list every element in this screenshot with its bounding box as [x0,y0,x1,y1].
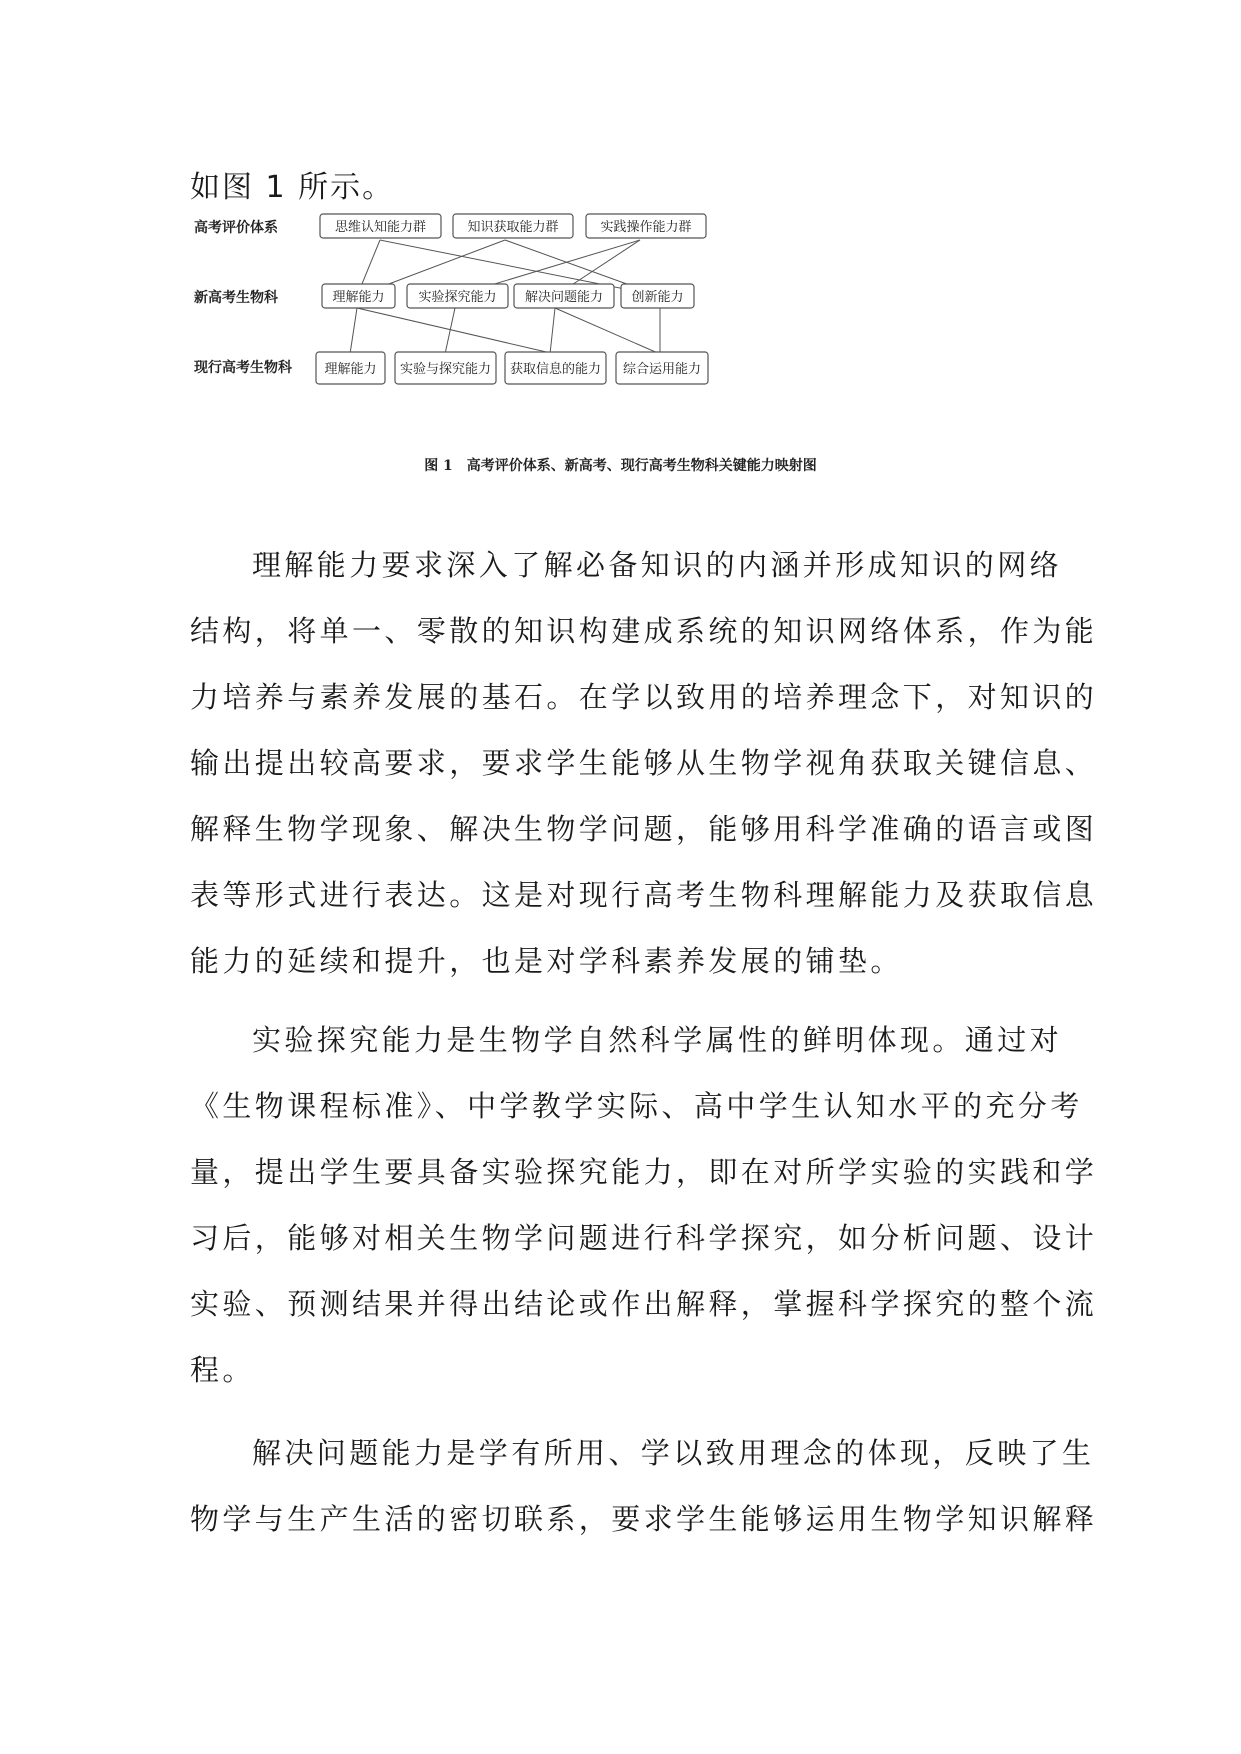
svg-text:综合运用能力: 综合运用能力 [622,362,702,377]
svg-text:实践操作能力群: 实践操作能力群 [600,220,692,235]
paragraph-line: 理解能力要求深入了解必备知识的内涵并形成知识的网络 [252,548,1063,582]
paragraph-line: 结构，将单一、零散的知识构建成系统的知识网络体系，作为能 [190,614,1098,648]
link-understanding-understanding [350,308,357,354]
paragraph-line: 表等形式进行表达。这是对现行高考生物科理解能力及获取信息 [190,878,1098,912]
figure-caption: 图 1 高考评价体系、新高考、现行高考生物科关键能力映射图 [424,458,817,474]
box-cur-understanding [316,352,385,384]
svg-text:创新能力: 创新能力 [631,290,684,305]
link-problem-info [550,308,555,354]
paragraph-line: 输出提出较高要求，要求学生能够从生物学视角获取关键信息、 [190,746,1098,780]
link-understanding-info [357,308,555,354]
paragraph-line: 解释生物学现象、解决生物学问题，能够用科学准确的语言或图 [190,812,1098,846]
box-cur-experiment [395,352,496,384]
link-experiment-experiment [445,308,455,354]
intro-text: 如图 1 所示。 [190,170,395,205]
paragraph-line: 实验探究能力是生物学自然科学属性的鲜明体现。通过对 [252,1023,1063,1057]
paragraph-line: 力培养与素养发展的基石。在学以致用的培养理念下，对知识的 [190,680,1098,714]
paragraph-understanding [190,532,1098,994]
paragraph-problem-solving [190,1420,1098,1552]
svg-text:解决问题能力: 解决问题能力 [524,290,604,305]
mapping-figure [194,220,820,478]
paragraph-line: 解决问题能力是学有所用、学以致用理念的体现，反映了生 [252,1436,1095,1470]
paragraph-line: 《生物课程标准》、中学教学实际、高中学生认知水平的充分考 [190,1089,1083,1123]
svg-text:理解能力: 理解能力 [332,290,385,305]
box-new-understanding [322,284,395,308]
box-new-experiment [407,284,508,308]
row-label-new-exam: 新高考生物科 [194,290,278,306]
paragraph-line: 能力的延续和提升，也是对学科素养发展的铺垫。 [190,944,903,978]
box-cur-applied [616,352,708,384]
box-knowledge [453,214,573,238]
svg-text:获取信息的能力: 获取信息的能力 [509,362,602,377]
paragraph-line: 程。 [190,1353,255,1387]
box-thinking [320,214,441,238]
svg-text:知识获取能力群: 知识获取能力群 [467,220,559,235]
svg-text:实验探究能力: 实验探究能力 [418,290,497,305]
svg-text:理解能力: 理解能力 [324,362,377,377]
box-new-innovation [621,284,694,308]
box-cur-info [505,352,606,384]
paragraph-line: 实验、预测结果并得出结论或作出解释，掌握科学探究的整个流 [190,1287,1098,1321]
paragraph-line: 量，提出学生要具备实验探究能力，即在对所学实验的实践和学 [190,1155,1098,1189]
link-problem-applied [555,308,660,354]
box-new-problem [514,284,614,308]
mapping-diagram [194,220,820,428]
paragraph-line: 物学与生产生活的密切联系，要求学生能够运用生物学知识解释 [190,1502,1098,1536]
row-label-evaluation: 高考评价体系 [194,220,278,236]
paragraph-line: 习后，能够对相关生物学问题进行科学探究，如分析问题、设计 [190,1221,1098,1255]
box-practice [586,214,706,238]
paragraph-experiment [190,1007,1098,1403]
svg-text:思维认知能力群: 思维认知能力群 [334,220,427,235]
svg-text:实验与探究能力: 实验与探究能力 [399,362,492,377]
row-label-current-exam: 现行高考生物科 [194,360,292,376]
